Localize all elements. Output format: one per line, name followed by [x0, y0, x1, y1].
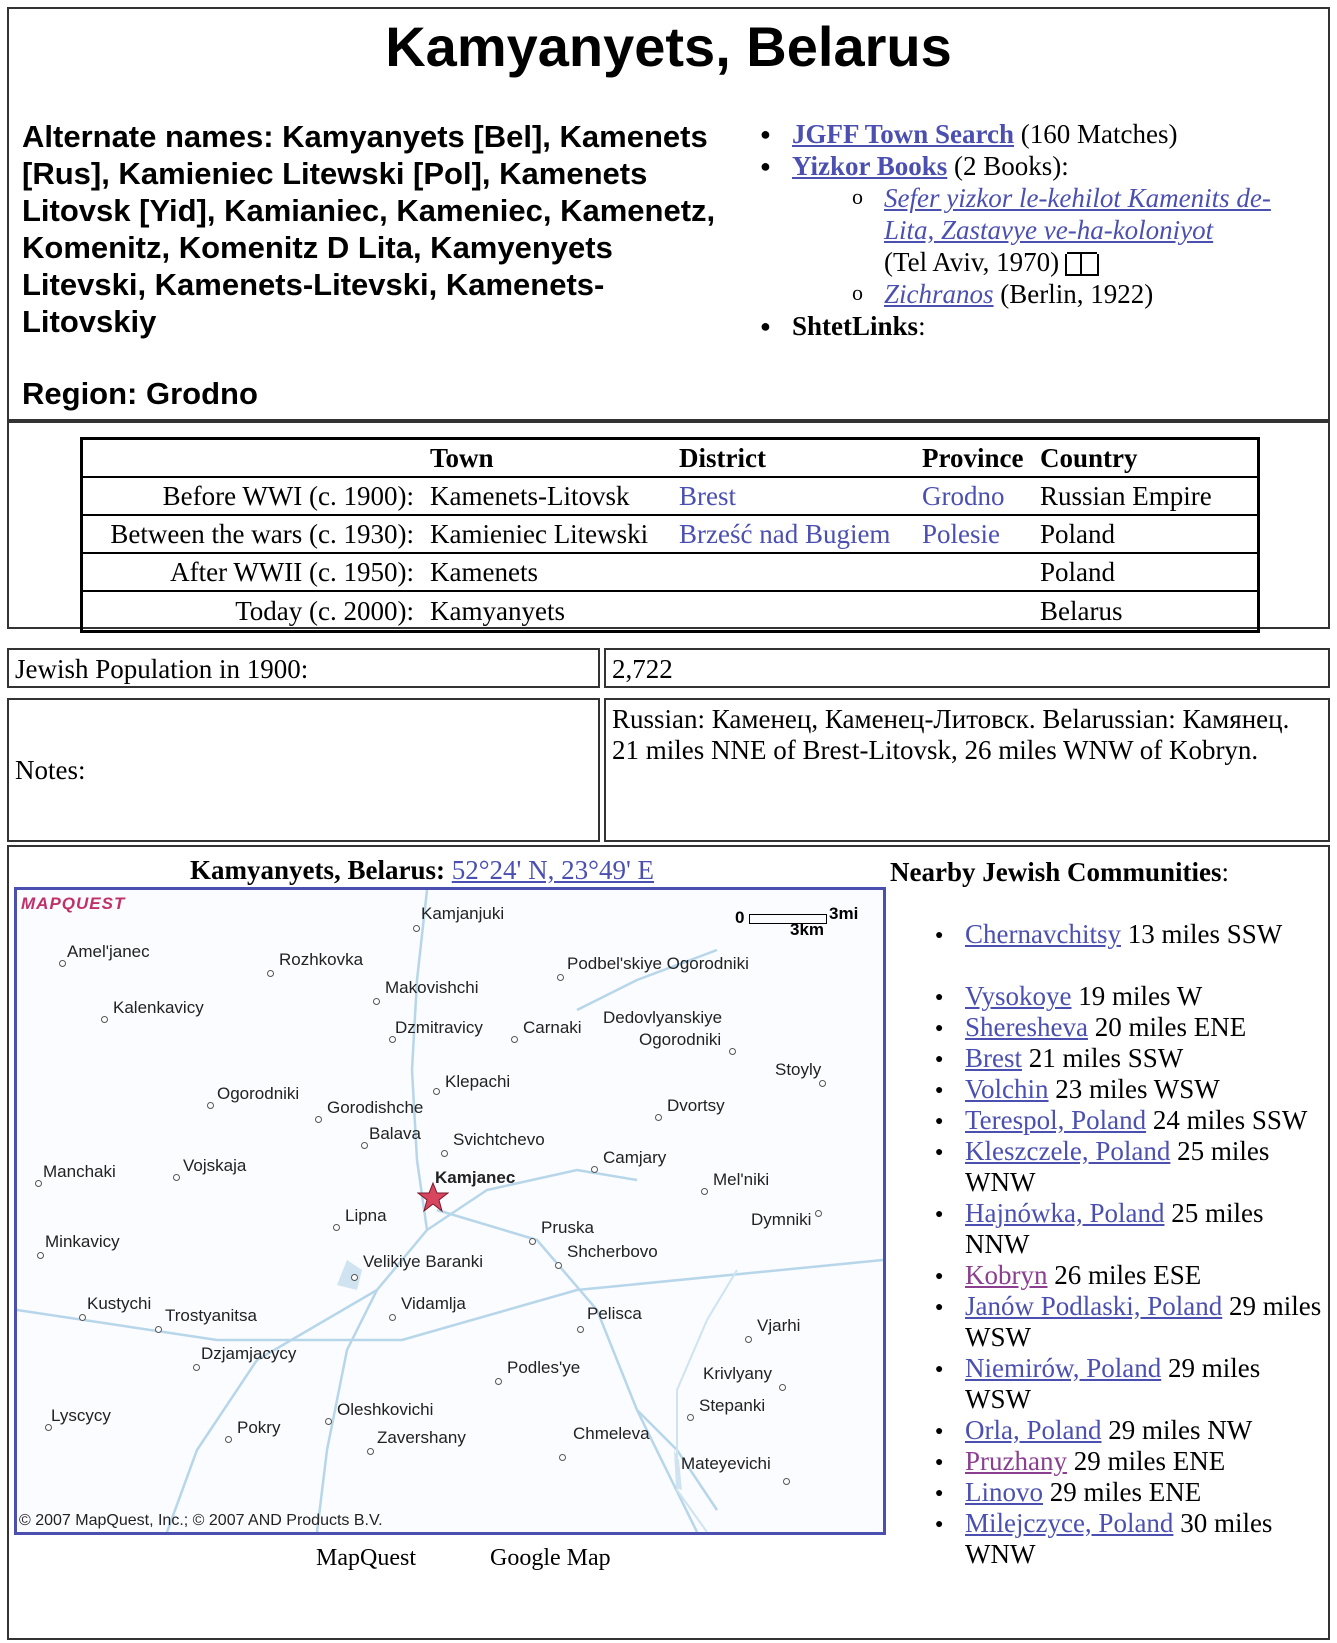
- map-title: [190, 855, 654, 886]
- jgff-matches: (160 Matches): [1014, 119, 1178, 149]
- map-place-dot: [351, 1274, 358, 1281]
- map-place-dot: [511, 1036, 518, 1043]
- list-item: [935, 919, 1325, 950]
- map-place: Shcherbovo: [567, 1242, 658, 1261]
- table-row: [83, 516, 1257, 554]
- map-place: Carnaki: [523, 1018, 582, 1037]
- town-cell: Kamenets-Litovsk: [430, 480, 630, 511]
- district-link[interactable]: Brześć nad Bugiem: [679, 518, 891, 549]
- community-link[interactable]: Kobryn: [965, 1260, 1048, 1290]
- resource-links: [760, 118, 1320, 342]
- list-item: [935, 1291, 1325, 1353]
- google-map-link[interactable]: Google Map: [490, 1545, 611, 1571]
- map-place-dot: [495, 1378, 502, 1385]
- map-scale: [735, 904, 875, 939]
- selected-town-star-icon: [417, 1182, 449, 1212]
- community-link[interactable]: Sheresheva: [965, 1012, 1088, 1042]
- book1-publication: (Tel Aviv, 1970): [884, 247, 1060, 277]
- community-link[interactable]: Volchin: [965, 1074, 1049, 1104]
- region-label: Region: Grodno: [22, 376, 258, 411]
- yizkor-count: (2 Books):: [947, 151, 1069, 181]
- map-place-dot: [559, 1454, 566, 1461]
- community-link[interactable]: Orla, Poland: [965, 1415, 1102, 1445]
- header-district: District: [679, 442, 766, 473]
- community-distance: 29 miles ENE: [1066, 1446, 1226, 1476]
- period-cell: Between the wars (c. 1930):: [110, 518, 414, 549]
- map-place: Mel'niki: [713, 1170, 770, 1189]
- map-place: Vidamlja: [401, 1294, 466, 1313]
- map-place-selected: Kamjanec: [435, 1168, 516, 1187]
- list-item: [935, 1198, 1325, 1260]
- list-item: [935, 981, 1325, 1012]
- scale-zero: 0: [735, 908, 745, 927]
- map-place: Podbel'skiye Ogorodniki: [567, 954, 749, 973]
- yizkor-book-2: [852, 278, 1320, 310]
- town-cell: Kamenets: [430, 556, 538, 587]
- map-place: Amel'janec: [67, 942, 150, 961]
- map-place: Klepachi: [445, 1072, 511, 1091]
- community-link[interactable]: Milejczyce, Poland: [965, 1508, 1174, 1538]
- list-item: [935, 1415, 1325, 1446]
- book2-link[interactable]: Zichranos: [884, 279, 994, 309]
- map-place-dot: [173, 1174, 180, 1181]
- list-item: [935, 1105, 1325, 1136]
- map-place: Trostyanitsa: [165, 1306, 257, 1325]
- map-place: Balava: [369, 1124, 421, 1143]
- nearby-title-colon: :: [1221, 857, 1230, 887]
- community-distance: 20 miles ENE: [1087, 1012, 1247, 1042]
- open-book-icon[interactable]: [1065, 254, 1099, 276]
- map-image[interactable]: [14, 887, 886, 1535]
- map-place: Kalenkavicy: [113, 998, 204, 1017]
- table-row: [83, 592, 1257, 630]
- population-value-cell: [604, 648, 1330, 688]
- notes-label-cell: [7, 698, 600, 842]
- map-place-dot: [413, 925, 420, 932]
- page-title: Kamyanyets, Belarus: [385, 15, 952, 78]
- map-copyright: © 2007 MapQuest, Inc.; © 2007 AND Products B.V.: [19, 1512, 383, 1529]
- shtetlinks-colon: :: [918, 311, 926, 341]
- country-cell: Russian Empire: [1040, 480, 1212, 511]
- map-place: Svichtchevo: [453, 1130, 545, 1149]
- map-place: Ogorodniki: [217, 1084, 300, 1103]
- map-place: Minkavicy: [45, 1232, 120, 1251]
- history-table: [80, 437, 1260, 633]
- town-cell: Kamieniec Litewski: [430, 518, 649, 549]
- yizkor-item: [760, 150, 1320, 310]
- coordinates-link[interactable]: 52°24' N, 23°49' E: [451, 855, 655, 885]
- list-item: [935, 1136, 1325, 1198]
- map-place-dot: [729, 1048, 736, 1055]
- map-place-dot: [101, 1016, 108, 1023]
- header-province: Province: [922, 442, 1024, 473]
- jgff-town-search-link[interactable]: JGFF Town Search: [792, 119, 1015, 149]
- yizkor-books-link[interactable]: Yizkor Books: [792, 151, 948, 181]
- map-place-dot: [701, 1188, 708, 1195]
- map-place-dot: [591, 1166, 598, 1173]
- mapquest-link[interactable]: MapQuest: [316, 1545, 416, 1571]
- map-title-text: Kamyanyets, Belarus:: [190, 855, 452, 885]
- community-link[interactable]: Hajnówka, Poland: [965, 1198, 1165, 1228]
- scale-km: 3km: [790, 920, 825, 939]
- map-place: Rozhkovka: [279, 950, 364, 969]
- district-link[interactable]: Brest: [679, 480, 736, 511]
- nearby-list: [935, 919, 1325, 1570]
- list-item: [935, 1012, 1325, 1043]
- map-place-dot: [687, 1414, 694, 1421]
- map-place: Chmeleva: [573, 1424, 650, 1443]
- community-distance: 21 miles SSW: [1022, 1043, 1184, 1073]
- map-place: Vojskaja: [183, 1156, 247, 1175]
- country-cell: Poland: [1040, 556, 1116, 587]
- yizkor-book-1: [852, 182, 1320, 278]
- map-place-dot: [193, 1364, 200, 1371]
- map-place: Lipna: [345, 1206, 387, 1225]
- community-link[interactable]: Vysokoye: [965, 981, 1072, 1011]
- map-place: Dedovlyanskiye: [603, 1008, 723, 1027]
- notes-label: Notes:: [15, 754, 86, 785]
- map-place: Vjarhi: [757, 1316, 801, 1335]
- map-place: Pokry: [237, 1418, 281, 1437]
- list-item: [935, 1446, 1325, 1477]
- town-cell: Kamyanyets: [430, 595, 565, 626]
- map-place-dot: [815, 1210, 822, 1217]
- map-place: Gorodishche: [327, 1098, 424, 1117]
- shtetlinks-label: ShtetLinks: [792, 311, 919, 341]
- map-place-dot: [433, 1088, 440, 1095]
- map-place: Stepanki: [699, 1396, 766, 1415]
- community-distance: 29 miles WSW: [965, 1291, 1322, 1352]
- map-place: Lyscycy: [51, 1406, 111, 1425]
- map-place-dot: [577, 1326, 584, 1333]
- list-item: [935, 1353, 1325, 1415]
- population-label: Jewish Population in 1900:: [15, 654, 309, 684]
- map-place-dot: [783, 1478, 790, 1485]
- map-place-dot: [819, 1080, 826, 1087]
- notes-value-cell: [604, 698, 1330, 842]
- map-place-dot: [373, 998, 380, 1005]
- map-place: Manchaki: [43, 1162, 116, 1181]
- map-place: Stoyly: [775, 1060, 822, 1079]
- map-place-dot: [557, 974, 564, 981]
- nearby-title: [890, 857, 1229, 888]
- table-row: [83, 478, 1257, 516]
- map-place-dot: [361, 1142, 368, 1149]
- map-place-dot: [529, 1238, 536, 1245]
- map-place: Pelisca: [587, 1304, 642, 1323]
- community-link[interactable]: Kleszczele, Poland: [965, 1136, 1171, 1166]
- alternate-names: Alternate names: Kamyanyets [Bel], Kamenets [Rus], Kamieniec Litewski [Pol], Kamenets Litovsk [Yid], Kamianiec, Kameniec, Kamenetz, Komenitz, Komenitz D Lita, Kamyenyets Litevski, Kamenets-Litevski, Kamenets-Litovskiy: [22, 119, 716, 339]
- mapquest-logo: MAPQUEST: [21, 894, 126, 913]
- community-distance: 23 miles WSW: [1048, 1074, 1220, 1104]
- community-distance: 24 miles SSW: [1146, 1105, 1308, 1135]
- map-place-dot: [555, 1262, 562, 1269]
- map-place-dot: [59, 960, 66, 967]
- community-distance: 13 miles SSW: [1120, 919, 1283, 949]
- book2-publication: (Berlin, 1922): [993, 279, 1154, 309]
- population-value: 2,722: [612, 654, 673, 684]
- map-place: Camjary: [603, 1148, 667, 1167]
- list-item: [935, 1508, 1325, 1570]
- country-cell: Poland: [1040, 518, 1116, 549]
- community-link[interactable]: Linovo: [965, 1477, 1043, 1507]
- province-link[interactable]: Grodno: [922, 480, 1005, 511]
- map-place: Dzmitravicy: [395, 1018, 483, 1037]
- map-place-dot: [37, 1252, 44, 1259]
- map-place: Dvortsy: [667, 1096, 725, 1115]
- community-link[interactable]: Brest: [965, 1043, 1022, 1073]
- map-place-dot: [207, 1102, 214, 1109]
- country-cell: Belarus: [1040, 595, 1123, 626]
- map-place: Krivlyany: [703, 1364, 772, 1383]
- book1-link[interactable]: Sefer yizkor le-kehilot Kamenits de-Lita, Zastavye ve-ha-koloniyot: [884, 183, 1271, 245]
- table-header-row: [83, 440, 1257, 478]
- notes-line-2: 21 miles NNE of Brest-Litovsk, 26 miles WNW of Kobryn.: [612, 735, 1259, 765]
- map-place-dot: [325, 1418, 332, 1425]
- community-distance: 29 miles NW: [1101, 1415, 1253, 1445]
- map-place-dot: [441, 1150, 448, 1157]
- map-place-dot: [779, 1384, 786, 1391]
- map-place-dot: [155, 1326, 162, 1333]
- map-place: Kamjanjuki: [421, 904, 505, 923]
- period-cell: Today (c. 2000):: [235, 595, 414, 626]
- community-distance: 30 miles WNW: [965, 1508, 1273, 1569]
- map-place: Dymniki: [751, 1210, 812, 1229]
- header-country: Country: [1040, 442, 1138, 473]
- map-place: Podles'ye: [507, 1358, 581, 1377]
- map-place-dot: [655, 1114, 662, 1121]
- map-place-dot: [333, 1224, 340, 1231]
- map-place: Dzjamjacycy: [201, 1344, 297, 1363]
- map-place: Ogorodniki: [639, 1030, 722, 1049]
- nearby-title-text: Nearby Jewish Communities: [890, 857, 1222, 887]
- notes-line-1: Russian: Каменец, Каменец-Литовск. Belarussian: Камянец.: [612, 704, 1290, 734]
- community-link[interactable]: Chernavchitsy: [965, 919, 1121, 949]
- list-item: [935, 1074, 1325, 1105]
- community-distance: 25 miles WNW: [965, 1136, 1270, 1197]
- map-place: Mateyevichi: [681, 1454, 771, 1473]
- map-place: Velikiye Baranki: [363, 1252, 484, 1271]
- map-place-dot: [315, 1116, 322, 1123]
- map-place: Kustychi: [87, 1294, 152, 1313]
- map-place-dot: [745, 1336, 752, 1343]
- community-link[interactable]: Janów Podlaski, Poland: [965, 1291, 1223, 1321]
- map-place: Oleshkovichi: [337, 1400, 434, 1419]
- list-item: [935, 1477, 1325, 1508]
- community-link[interactable]: Niemirów, Poland: [965, 1353, 1162, 1383]
- community-distance: 29 miles WSW: [965, 1353, 1261, 1414]
- list-item: [935, 1043, 1325, 1074]
- map-place-dot: [79, 1314, 86, 1321]
- map-place-dot: [367, 1448, 374, 1455]
- header-town: Town: [430, 442, 494, 473]
- community-link[interactable]: Terespol, Poland: [965, 1105, 1147, 1135]
- province-link[interactable]: Polesie: [922, 518, 1000, 549]
- period-cell: Before WWI (c. 1900):: [162, 480, 414, 511]
- shtetlinks-item: [760, 310, 1320, 342]
- community-distance: 25 miles NNW: [965, 1198, 1264, 1259]
- jgff-item: [760, 118, 1320, 150]
- community-distance: 19 miles W: [1071, 981, 1203, 1011]
- table-row: [83, 554, 1257, 592]
- map-place: Pruska: [541, 1218, 594, 1237]
- yizkor-book-list: [792, 182, 1320, 310]
- map-place: Makovishchi: [385, 978, 479, 997]
- map-place: Zavershany: [377, 1428, 466, 1447]
- scale-miles: 3mi: [829, 904, 859, 923]
- list-item: [935, 1260, 1325, 1291]
- community-distance: 26 miles ESE: [1047, 1260, 1202, 1290]
- population-label-cell: [7, 648, 600, 688]
- period-cell: After WWII (c. 1950):: [170, 556, 414, 587]
- map-place-dot: [389, 1314, 396, 1321]
- map-place-dot: [267, 970, 274, 977]
- community-link[interactable]: Pruzhany: [965, 1446, 1067, 1476]
- map-place-dot: [35, 1180, 42, 1187]
- map-place-dot: [225, 1436, 232, 1443]
- community-distance: 29 miles ENE: [1043, 1477, 1202, 1507]
